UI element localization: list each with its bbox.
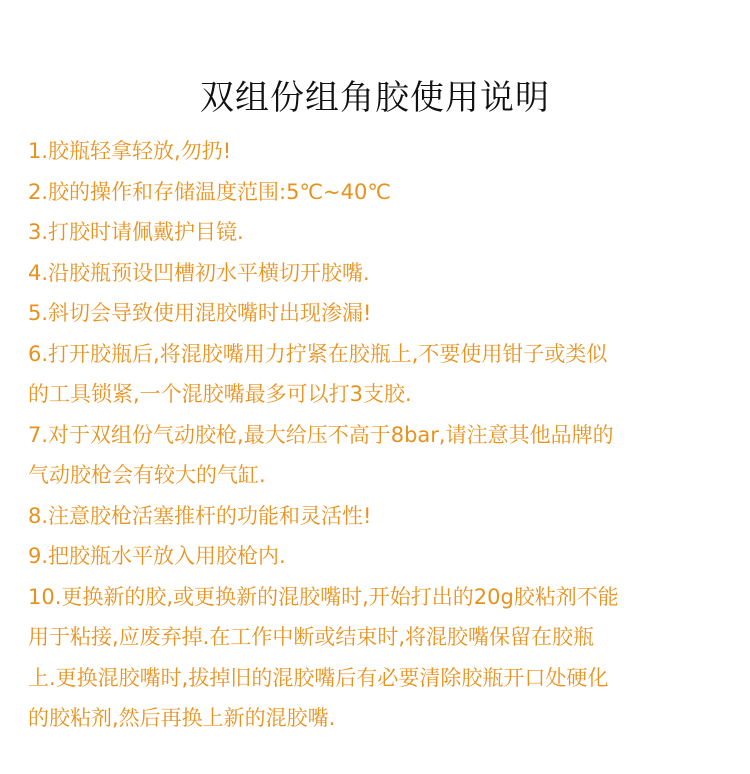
instruction-line-1: 1.胶瓶轻拿轻放,勿扔!	[28, 139, 232, 163]
instruction-line-13: 用于粘接,应废弃掉.在工作中断或结束时,将混胶嘴保留在胶瓶	[28, 625, 595, 649]
instruction-line-7: 的工具锁紧,一个混胶嘴最多可以打3支胶.	[28, 382, 412, 406]
instruction-line-4: 4.沿胶瓶预设凹槽初水平横切开胶嘴.	[28, 260, 370, 285]
instruction-line-2: 2.胶的操作和存储温度范围:5℃~40℃	[28, 179, 391, 204]
instruction-line-11: 9.把胶瓶水平放入用胶枪内.	[28, 544, 286, 568]
instruction-list	[28, 131, 728, 739]
instruction-line-12: 10.更换新的胶,或更换新的混胶嘴时,开始打出的20g胶粘剂不能	[28, 584, 619, 609]
instruction-line-6: 6.打开胶瓶后,将混胶嘴用力拧紧在胶瓶上,不要使用钳子或类似	[28, 341, 608, 366]
instruction-line-3: 3.打胶时请佩戴护目镜.	[28, 220, 244, 244]
instruction-line-10: 8.注意胶枪活塞推杆的功能和灵活性!	[28, 503, 372, 528]
instruction-line-9: 气动胶枪会有较大的气缸.	[28, 463, 266, 487]
page-title: 双组份组角胶使用说明	[200, 77, 550, 118]
instruction-line-15: 的胶粘剂,然后再换上新的混胶嘴.	[28, 706, 336, 730]
instruction-line-14: 上.更换混胶嘴时,拔掉旧的混胶嘴后有必要清除胶瓶开口处硬化	[28, 665, 609, 690]
instruction-line-8: 7.对于双组份气动胶枪,最大给压不高于8bar,请注意其他品牌的	[28, 422, 614, 447]
instruction-line-5: 5.斜切会导致使用混胶嘴时出现渗漏!	[28, 301, 372, 325]
